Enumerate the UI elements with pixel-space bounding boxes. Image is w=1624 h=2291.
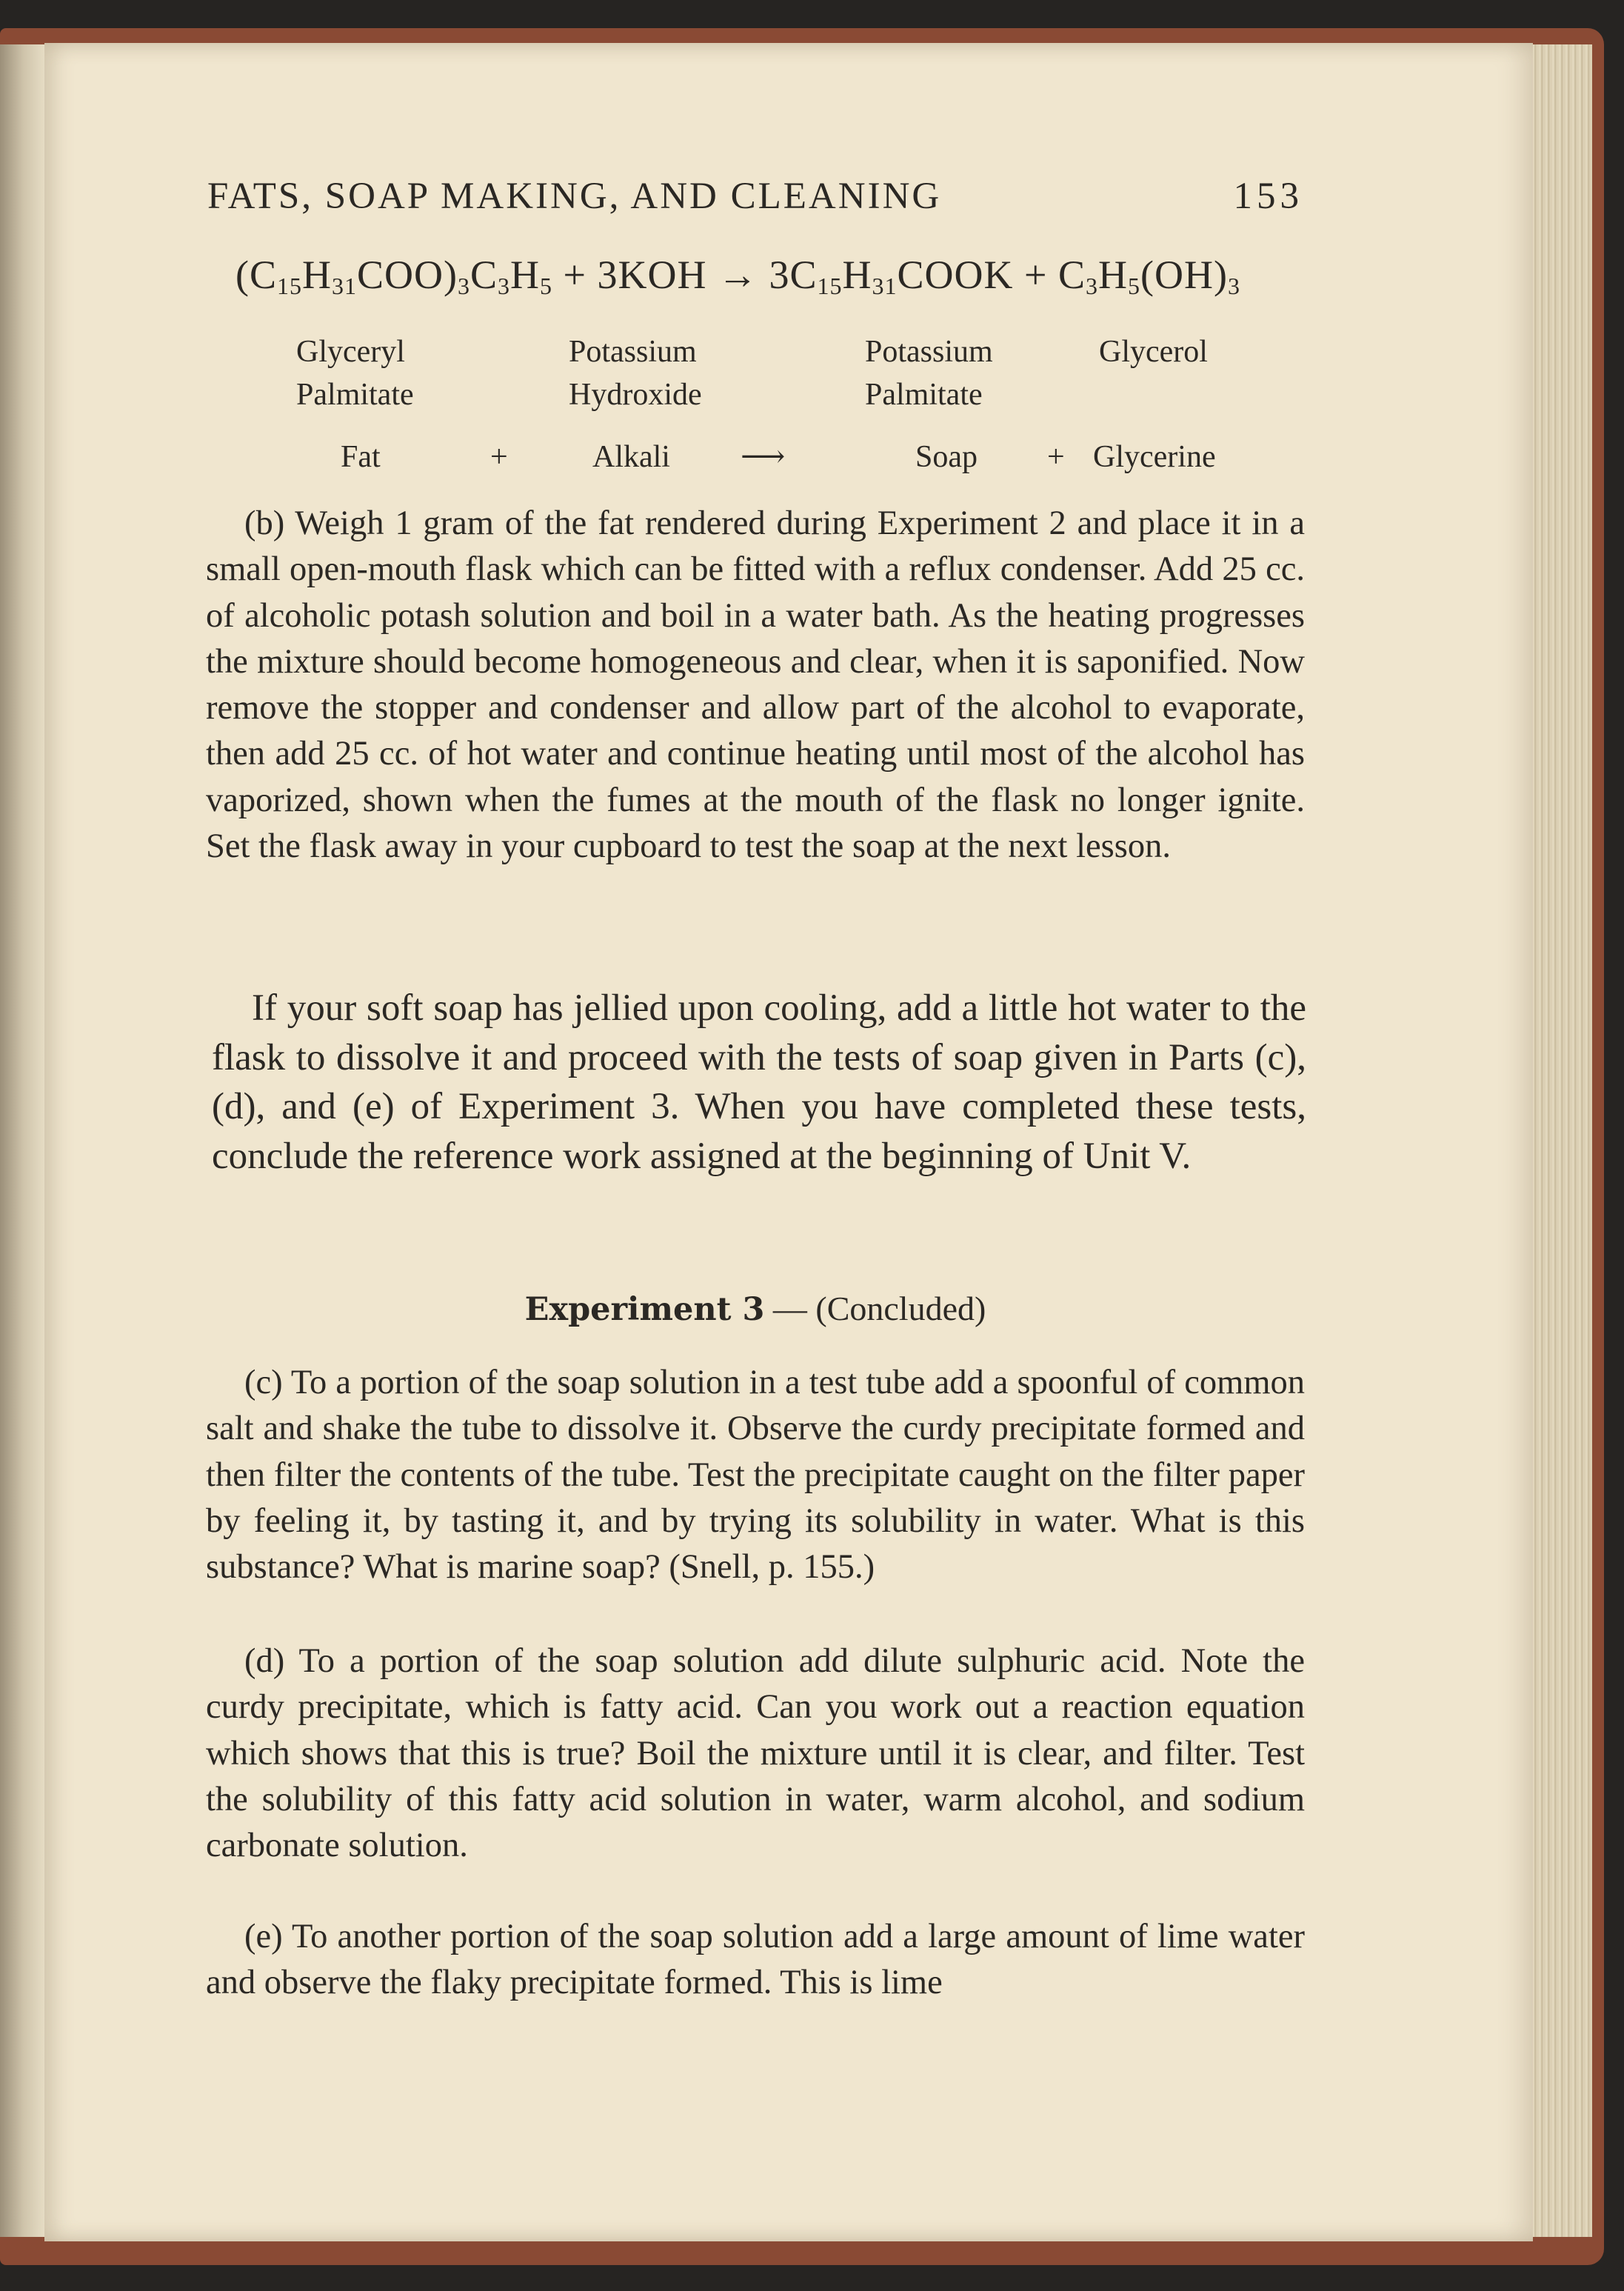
paragraph-d: (d) To a portion of the soap solution add dilute sulphuric acid. Note the curdy precipitate, which is fatty acid. Can you work out a reaction equation which shows that this is true? Boil the mixture until it is clear, and filter. Test the solubility of this fatty acid solution in water, warm alcohol, and sodium carbonate solution. [206, 1642, 1305, 1865]
experiment-subtitle: (Concluded) [815, 1290, 986, 1327]
running-head [207, 175, 1303, 218]
experiment-dash: — [772, 1290, 807, 1327]
word-plus-1: + [490, 440, 508, 474]
word-arrow: ⟶ [741, 440, 786, 474]
label-potassium-hydroxide: Potassium Hydroxide [569, 335, 702, 412]
binding-gutter [0, 44, 47, 2237]
paragraph-b: (b) Weigh 1 gram of the fat rendered during Experiment 2 and place it in a small open-mouth flask which can be fitted with a reflux condenser. Add 25 cc. of alcoholic potash solution and boil in a water bath. As the heating progresses the mixture should become homogeneous and clear, when it is saponified. Now remove the stopper and condenser and allow part of the alcohol to evaporate, then add 25 cc. of hot water and continue heating until most of the alcohol has vaporized, shown when the fumes at the mouth of the flask no longer ignite. Set the flask away in your cupboard to test the soap at the next lesson. [206, 504, 1305, 866]
running-head-title: FATS, SOAP MAKING, AND CLEANING [207, 176, 942, 217]
word-alkali: Alkali [592, 440, 670, 474]
word-soap: Soap [915, 440, 978, 474]
chemical-equation [235, 252, 1302, 300]
experiment-heading [206, 1289, 1305, 1328]
label-glycerol: Glycerol [1099, 335, 1208, 369]
paragraph-soft-soap: If your soft soap has jellied upon cooling, add a little hot water to the flask to dissolve it and proceed with the tests of soap given in Parts (c), (d), and (e) of Experiment 3. When you have completed these tests, conclude the reference work assigned at the beginning of Unit V. [212, 987, 1306, 1177]
word-plus-2: + [1047, 440, 1065, 474]
label-glyceryl-palmitate: Glyceryl Palmitate [296, 335, 414, 412]
word-fat: Fat [341, 440, 381, 474]
experiment-title: Experiment 3 [524, 1291, 765, 1328]
paragraph-e: (e) To another portion of the soap solution add a large amount of lime water and observe the flaky precipitate formed. This is lime [206, 1918, 1305, 2002]
equation-line: $(C_{15}H_{31}COO)_3C_3H_5 + 3KOH$ → $3C_{15}H_{31}COOK + C_3H_5(OH)_3$ [235, 253, 1240, 299]
label-potassium-palmitate: Potassium Palmitate [865, 335, 993, 412]
word-glycerine: Glycerine [1093, 440, 1216, 474]
paragraph-c: (c) To a portion of the soap solution in a test tube add a spoonful of common salt and shake the tube to dissolve it. Observe the curdy precipitate formed and then filter the contents of the tube. Test the precipitate caught on the filter paper by feeling it, by tasting it, and by trying its solubility in water. What is this substance? What is marine soap? (Snell, p. 155.) [206, 1364, 1305, 1587]
page-number: 153 [1233, 176, 1303, 217]
